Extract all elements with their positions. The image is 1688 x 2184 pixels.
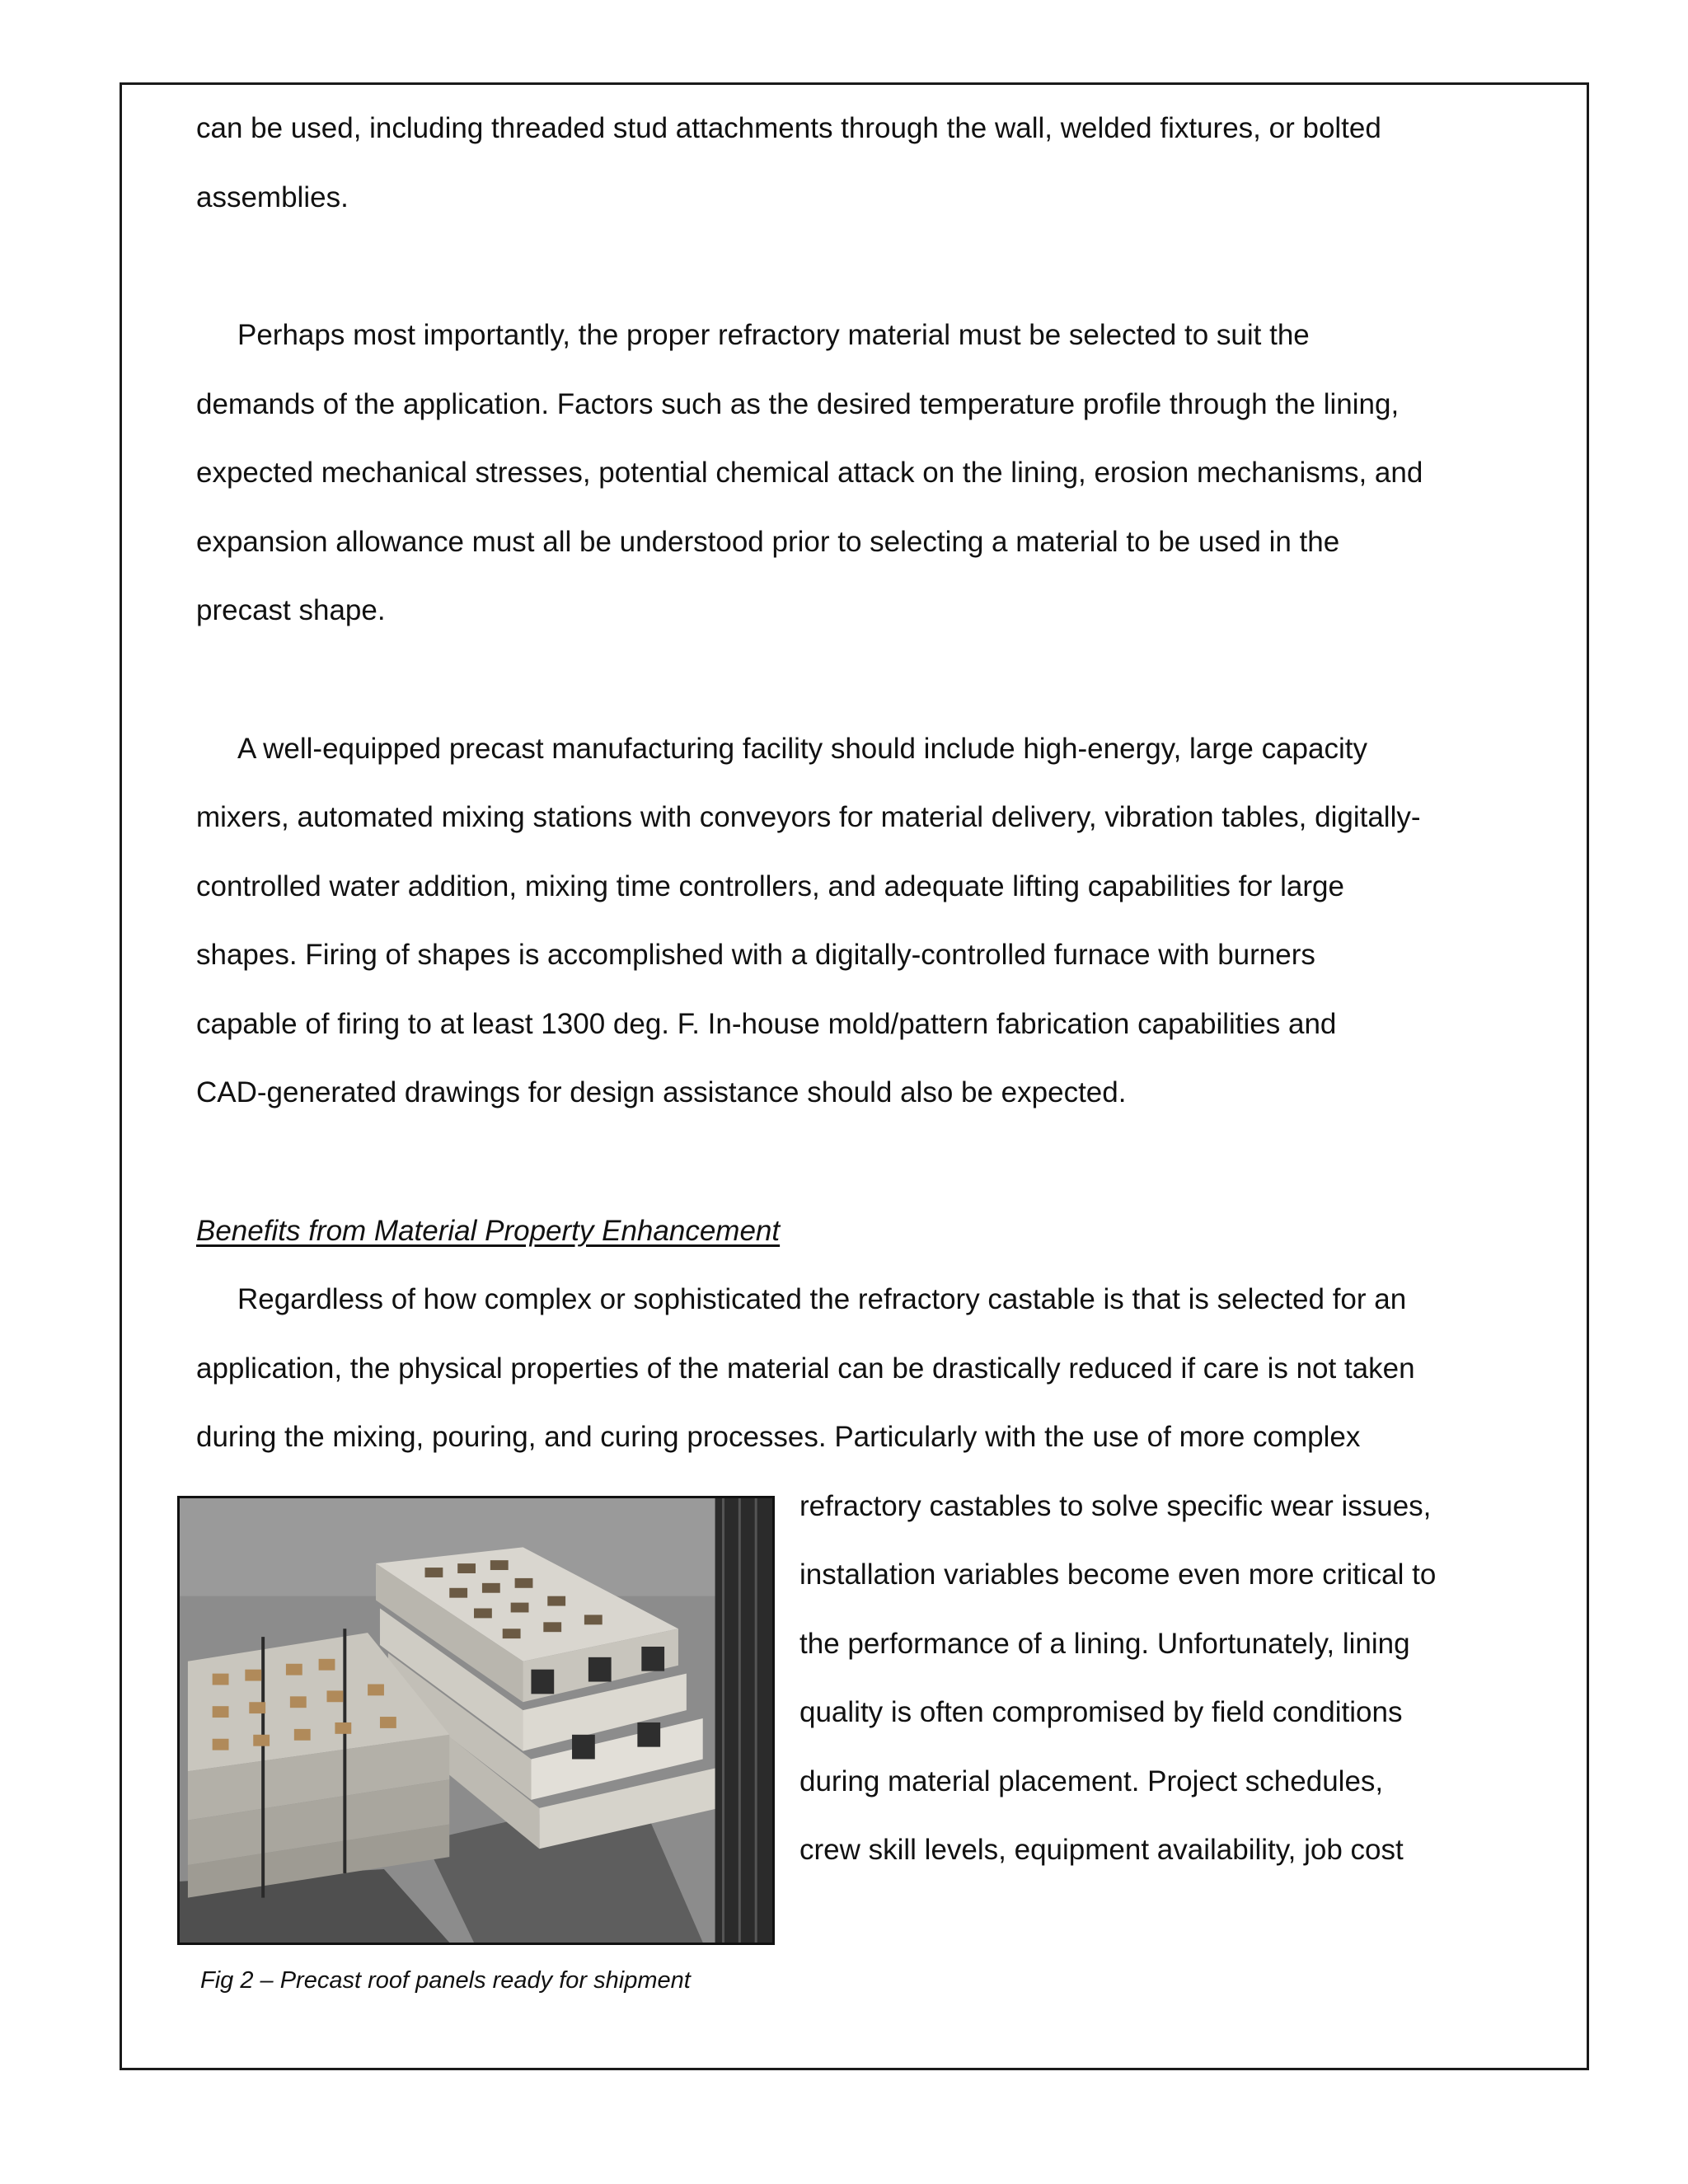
paragraph-line: capable of firing to at least 1300 deg. F. In-house mold/pattern fabrication capabilities and [196, 1008, 1337, 1040]
paragraph-line: quality is often compromised by field conditions [799, 1696, 1403, 1728]
paragraph-line: expansion allowance must all be understood prior to selecting a material to be used in the [196, 526, 1340, 558]
paragraph-line: installation variables become even more critical to [799, 1558, 1437, 1591]
paragraph-line: during the mixing, pouring, and curing processes. Particularly with the use of more complex [196, 1421, 1361, 1453]
paragraph-line: CAD-generated drawings for design assistance should also be expected. [196, 1076, 1127, 1108]
paragraph-line: precast shape. [196, 594, 386, 626]
paragraph-line: expected mechanical stresses, potential chemical attack on the lining, erosion mechanisms, and [196, 457, 1423, 489]
paragraph-line: mixers, automated mixing stations with conveyors for material delivery, vibration tables, digitally- [196, 801, 1421, 833]
paragraph-line: Regardless of how complex or sophisticated the refractory castable is that is selected for an [237, 1283, 1407, 1315]
paragraph-line: controlled water addition, mixing time controllers, and adequate lifting capabilities for large [196, 870, 1344, 902]
paragraph-line: assemblies. [196, 181, 349, 213]
photo-precast-panels-icon [180, 1498, 772, 1943]
paragraph-line: shapes. Firing of shapes is accomplished with a digitally-controlled furnace with burners [196, 939, 1315, 971]
paragraph-line: during material placement. Project schedules, [799, 1765, 1384, 1797]
section-heading: Benefits from Material Property Enhancement [196, 1215, 781, 1247]
paragraph-line: demands of the application. Factors such as the desired temperature profile through the lining, [196, 388, 1400, 420]
paragraph-line: Perhaps most importantly, the proper refractory material must be selected to suit the [237, 319, 1310, 351]
paragraph-line: application, the physical properties of the material can be drastically reduced if care is not taken [196, 1352, 1415, 1385]
paragraph-line: crew skill levels, equipment availability, job cost [799, 1834, 1404, 1866]
paragraph-line: the performance of a lining. Unfortunately, lining [799, 1628, 1410, 1660]
paragraph-line: refractory castables to solve specific wear issues, [799, 1490, 1432, 1522]
paragraph-line: A well-equipped precast manufacturing facility should include high-energy, large capacity [237, 733, 1367, 765]
paragraph-line: can be used, including threaded stud attachments through the wall, welded fixtures, or bolted [196, 112, 1381, 144]
figure-photo [177, 1496, 775, 1945]
figure-caption: Fig 2 – Precast roof panels ready for shipment [200, 1967, 691, 1994]
